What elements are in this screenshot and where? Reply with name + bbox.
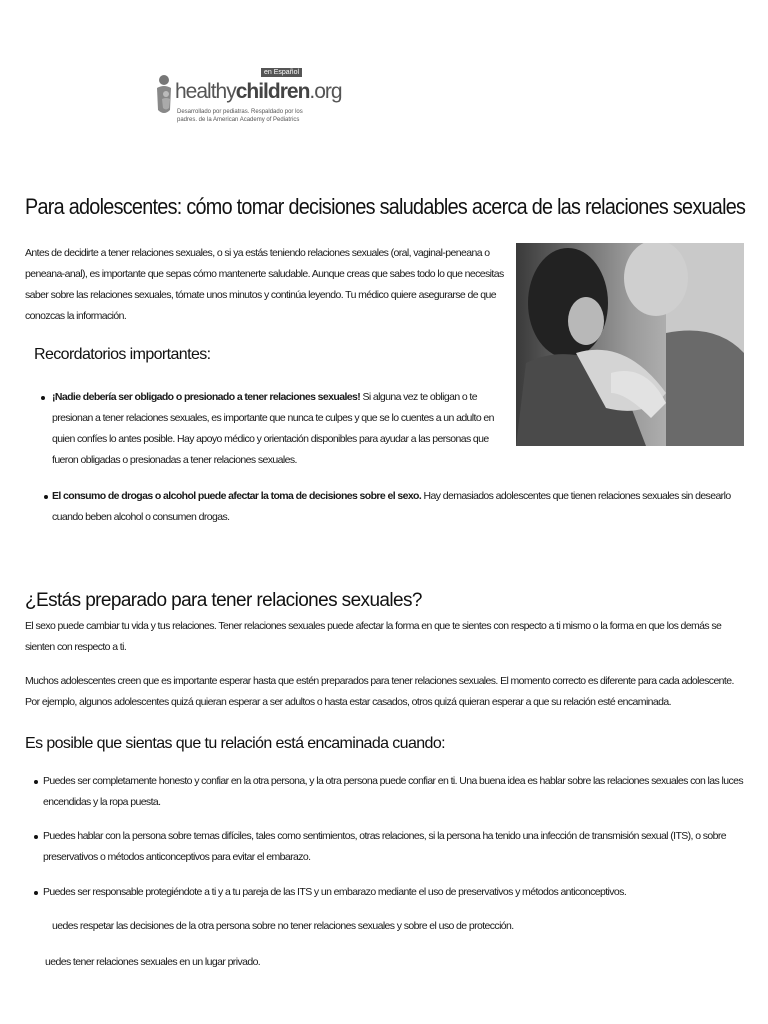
bullet-icon xyxy=(34,780,38,784)
logo-wordmark: healthychildren.org xyxy=(175,80,342,103)
relationship-heading: Es posible que sientas que tu relación está encaminada cuando: xyxy=(25,735,445,752)
reminder-text: Hay demasiados adolescentes que tienen relaciones sexuales sin desearlo cuando beben alcohol o consumen drogas. xyxy=(52,490,731,523)
family-logo-icon xyxy=(155,74,173,118)
reminders-heading: Recordatorios importantes: xyxy=(34,346,211,363)
ready-paragraph-2: Muchos adolescentes creen que es importante esperar hasta que estén preparados para tener relaciones sexuales. El momento correcto es diferente para cada adolescente. Por ejemplo, algunos adolescentes quizá quieran esperar a ser adultos o hasta estar casados, otros quizá quieran esperar a que su relación esté encaminada. xyxy=(25,675,734,708)
bullet-icon xyxy=(41,396,45,400)
site-logo[interactable] xyxy=(155,68,342,134)
reminder-bold: El consumo de drogas o alcohol puede afectar la toma de decisiones sobre el sexo. xyxy=(52,490,422,502)
logo-badge: en Español xyxy=(261,68,302,77)
bullet-icon xyxy=(34,835,38,839)
relationship-item: uedes respetar las decisiones de la otra persona sobre no tener relaciones sexuales y sobre el uso de protección. xyxy=(52,920,514,932)
intro-paragraph: Antes de decidirte a tener relaciones sexuales, o si ya estás teniendo relaciones sexuales (oral, vaginal-peneana o peneana-anal), es importante que sepas cómo mantenerte saludable. Aunque creas que sabes todo lo que necesitas saber sobre las relaciones sexuales, tómate unos minutos y continúa leyendo. Tu médico quiere asegurarse de que conozcas la información. xyxy=(25,247,504,322)
relationship-item: Puedes ser responsable protegiéndote a ti y a tu pareja de las ITS y un embarazo mediante el uso de preservativos y métodos anticonceptivos. xyxy=(43,886,627,898)
page-title: Para adolescentes: cómo tomar decisiones saludables acerca de las relaciones sexuales xyxy=(25,194,746,219)
relationship-item: Puedes ser completamente honesto y confiar en la otra persona, y la otra persona puede confiar en ti. Una buena idea es hablar sobre las relaciones sexuales con las luces encendidas y la ropa puesta. xyxy=(43,775,743,808)
relationship-item: Puedes hablar con la persona sobre temas difíciles, tales como sentimientos, otras relaciones, si la persona ha tenido una infección de transmisión sexual (ITS), o sobre preservativos o métodos anticonceptivos para evitar el embarazo. xyxy=(43,830,727,863)
bullet-icon xyxy=(44,495,48,499)
reminder-item xyxy=(52,486,742,528)
bullet-icon xyxy=(34,891,38,895)
reminder-item xyxy=(52,387,507,471)
relationship-item: uedes tener relaciones sexuales en un lugar privado. xyxy=(45,956,261,968)
logo-tagline: Desarrollado por pediatras. Respaldado por los padres. de la American Academy of Pediatrics xyxy=(177,109,303,123)
ready-paragraph-1: El sexo puede cambiar tu vida y tus relaciones. Tener relaciones sexuales puede afectar la forma en que te sientes con respecto a ti mismo o la forma en que los demás se sienten con respecto a ti. xyxy=(25,620,722,653)
ready-heading: ¿Estás preparado para tener relaciones sexuales? xyxy=(25,590,422,611)
reminder-text: Si alguna vez te obligan o te presionan a tener relaciones sexuales, es importante que nunca te culpes y que se lo cuentes a un adulto en quien confíes lo antes posible. Hay apoyo médico y orientación disponibles para ayudar a las personas que fueron obligadas o presionadas a tener relaciones sexuales. xyxy=(52,391,494,466)
reminder-bold: ¡Nadie debería ser obligado o presionado a tener relaciones sexuales! xyxy=(52,391,361,403)
couple-photo xyxy=(516,243,744,446)
